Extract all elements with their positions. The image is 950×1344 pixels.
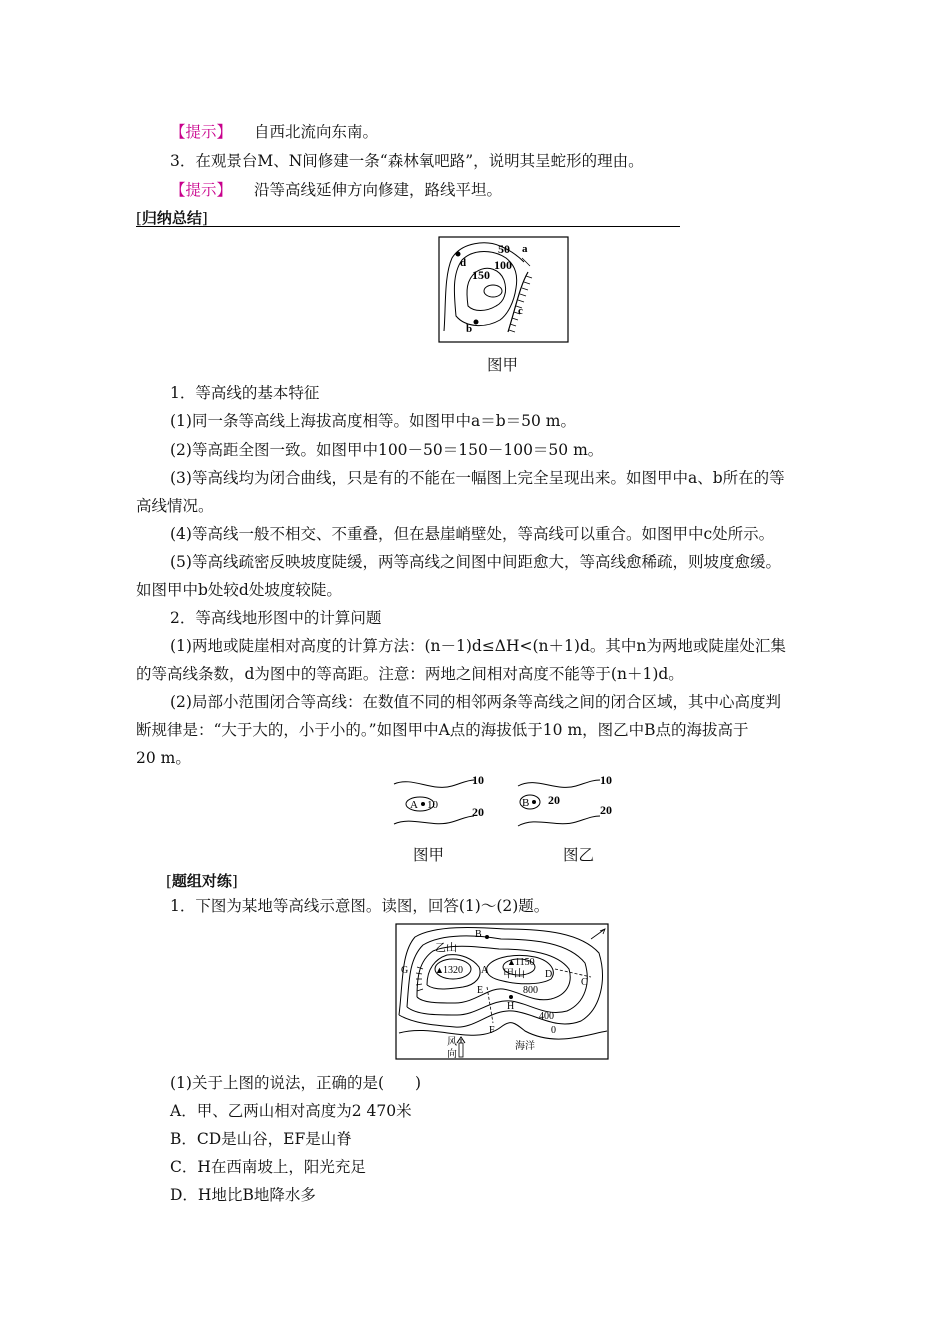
label-0: 0 <box>551 1025 556 1036</box>
figure-caption-jia-2: 图甲 <box>413 846 445 864</box>
figure-caption-jia: 图甲 <box>487 356 519 374</box>
label-800: 800 <box>523 985 538 996</box>
s1-p1: (1)同一条等高线上海拔高度相等。如图甲中a＝b＝50 m。 <box>170 412 576 430</box>
point-d <box>456 252 461 257</box>
s1-title: 1．等高线的基本特征 <box>170 384 320 402</box>
contour-0 <box>399 1023 607 1039</box>
question-1: 1．下图为某地等高线示意图。读图，回答(1)～(2)题。 <box>170 897 550 915</box>
label-A: A <box>481 965 489 976</box>
s1-p4: (4)等高线一般不相交、不重叠，但在悬崖峭壁处，等高线可以重合。如图甲中c处所示。 <box>170 525 775 543</box>
label-B-val: 20 <box>548 793 560 807</box>
s1-p3a: (3)等高线均为闭合曲线，只是有的不能在一幅图上完全呈现出来。如图甲中a、b所在的等 <box>170 469 785 487</box>
point-h <box>509 995 513 999</box>
option-c: C．H在西南坡上，阳光充足 <box>170 1158 366 1176</box>
s2-p2c: 20 m。 <box>136 749 191 767</box>
label-50: 50 <box>498 242 510 256</box>
label-F: F <box>489 1025 495 1036</box>
label-B: B <box>475 929 482 940</box>
label-H: H <box>507 1001 515 1012</box>
question-3: 3．在观景台M、N间修建一条“森林氧吧路”，说明其呈蛇形的理由。 <box>170 152 644 170</box>
section-summary-title: [归纳总结] <box>136 209 208 227</box>
label-10: 10 <box>600 773 612 787</box>
hint-label: 【提示】 <box>170 123 233 141</box>
label-B: B <box>522 797 530 809</box>
hint-label: 【提示】 <box>170 181 233 199</box>
label-G: G <box>401 965 409 976</box>
contour-10 <box>394 780 474 787</box>
label-D: D <box>545 969 553 980</box>
wind-arrow-shaft <box>459 1043 463 1057</box>
label-20: 20 <box>600 803 612 817</box>
s1-p5b: 如图甲中b处较d处坡度较陡。 <box>136 581 342 599</box>
label-C: C <box>581 977 588 988</box>
option-b: B．CD是山谷，EF是山脊 <box>170 1130 352 1148</box>
s2-p2b: 断规律是：“大于大的，小于小的。”如图甲中A点的海拔低于10 m，图乙中B点的海拔高于 <box>136 721 749 739</box>
s2-title: 2．等高线地形图中的计算问题 <box>170 609 382 627</box>
label-sea: 海洋 <box>515 1041 535 1052</box>
label-wind-2: 向 <box>447 1049 457 1060</box>
river-arrow <box>591 929 605 939</box>
hint-line-1 <box>170 122 378 142</box>
point-a <box>421 802 425 806</box>
s1-p5a: (5)等高线疏密反映坡度陡缓，两等高线之间图中间距愈大，等高线愈稀疏，则坡度愈缓。 <box>170 553 781 571</box>
figure-caption-yi: 图乙 <box>563 846 595 864</box>
label-1150: 1150 <box>515 957 535 968</box>
s2-p1a: (1)两地或陡崖相对高度的计算方法：(n－1)d≤ΔH<(n＋1)d。其中n为两地或陡崖处汇集 <box>170 637 786 655</box>
s2-p2a: (2)局部小范围闭合等高线：在数值不同的相邻两条等高线之间的闭合区域，其中心高度判 <box>170 693 781 711</box>
cliff-hatching <box>509 276 532 332</box>
hint-text: 自西北流向东南。 <box>254 123 379 141</box>
topographic-map <box>395 923 610 1061</box>
label-d: d <box>460 257 467 269</box>
label-c: c <box>518 305 523 317</box>
label-100: 100 <box>494 258 512 272</box>
section-rule <box>136 226 680 227</box>
hint-line-2 <box>170 180 502 200</box>
contour-20 <box>394 816 474 824</box>
map-frame <box>396 924 608 1059</box>
point-b <box>485 935 489 939</box>
sub-question-1: (1)关于上图的说法，正确的是( ) <box>170 1074 422 1092</box>
closed-contour-jia <box>392 772 492 830</box>
s2-p1b: 的等高线条数，d为图中的等高距。注意：两地之间相对高度不能等于(n＋1)d。 <box>136 665 684 683</box>
section-practice-title: [题组对练] <box>166 872 238 890</box>
point-b <box>532 800 536 804</box>
label-20: 20 <box>472 805 484 819</box>
label-10: 10 <box>472 773 484 787</box>
hint-text: 沿等高线延伸方向修建，路线平坦。 <box>254 181 503 199</box>
label-A-val: 10 <box>427 799 438 811</box>
option-a: A．甲、乙两山相对高度为2 470米 <box>170 1102 412 1120</box>
contour-top <box>484 285 502 297</box>
label-yishan: 乙山 <box>435 942 457 954</box>
peak-yishan-icon: ▲ <box>435 965 444 975</box>
contour-outer <box>399 927 602 1027</box>
s1-p2: (2)等高距全图一致。如图甲中100－50＝150－100＝50 m。 <box>170 441 604 459</box>
label-wind-1: 风 <box>447 1037 457 1048</box>
s1-p3b: 高线情况。 <box>136 497 214 515</box>
closed-contour-yi <box>516 772 620 830</box>
label-1320: 1320 <box>443 965 463 976</box>
line-dc <box>555 969 591 977</box>
contour-10 <box>518 780 600 787</box>
point-b <box>474 320 479 325</box>
label-b: b <box>466 323 473 335</box>
option-d: D．H地比B地降水多 <box>170 1186 316 1204</box>
cliff-line <box>508 272 528 332</box>
label-150: 150 <box>472 268 490 282</box>
arrow-line <box>522 258 530 266</box>
label-jiashan: 甲山 <box>503 968 525 980</box>
label-A: A <box>410 799 418 811</box>
label-400: 400 <box>539 1011 554 1022</box>
contour-20 <box>518 816 600 826</box>
peak-jiashan-icon: ▲ <box>507 957 516 967</box>
label-E: E <box>477 985 484 996</box>
label-a: a <box>522 243 528 255</box>
contour-figure-jia <box>438 236 570 344</box>
